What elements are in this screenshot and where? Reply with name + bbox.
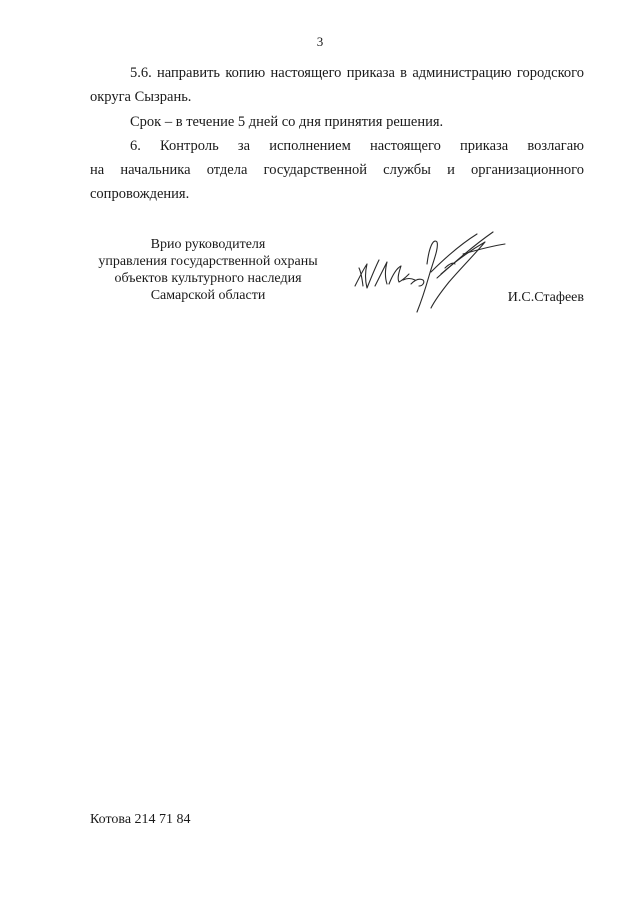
page-number: 3 [316, 34, 324, 49]
paragraph-item-6-line-2: на начальника отдела государственной службы и организационного [90, 162, 584, 178]
signer-position-title [70, 236, 346, 304]
paragraph-deadline: Срок – в течение 5 дней со дня принятия решения. [130, 114, 444, 130]
handwritten-signature [345, 228, 515, 320]
signer-title-line: Врио руководителя [150, 237, 266, 252]
paragraph-item-5-6: 5.6. направить копию настоящего приказа в администрацию городского округа Сызрань. [90, 65, 584, 105]
signer-title-line: объектов культурного наследия [114, 271, 302, 286]
signer-name: И.С.Стафеев [507, 290, 584, 305]
signer-title-line: управления государственной охраны [98, 254, 318, 269]
paragraph-item-6 [90, 134, 584, 206]
paragraph-item-6-line-1: 6. Контроль за исполнением настоящего приказа возлагаю [130, 138, 584, 154]
executor-contact: Котова 214 71 84 [90, 812, 191, 827]
signer-title-line: Самарской области [150, 288, 266, 303]
paragraph-item-6-line-3: сопровождения. [90, 186, 190, 202]
